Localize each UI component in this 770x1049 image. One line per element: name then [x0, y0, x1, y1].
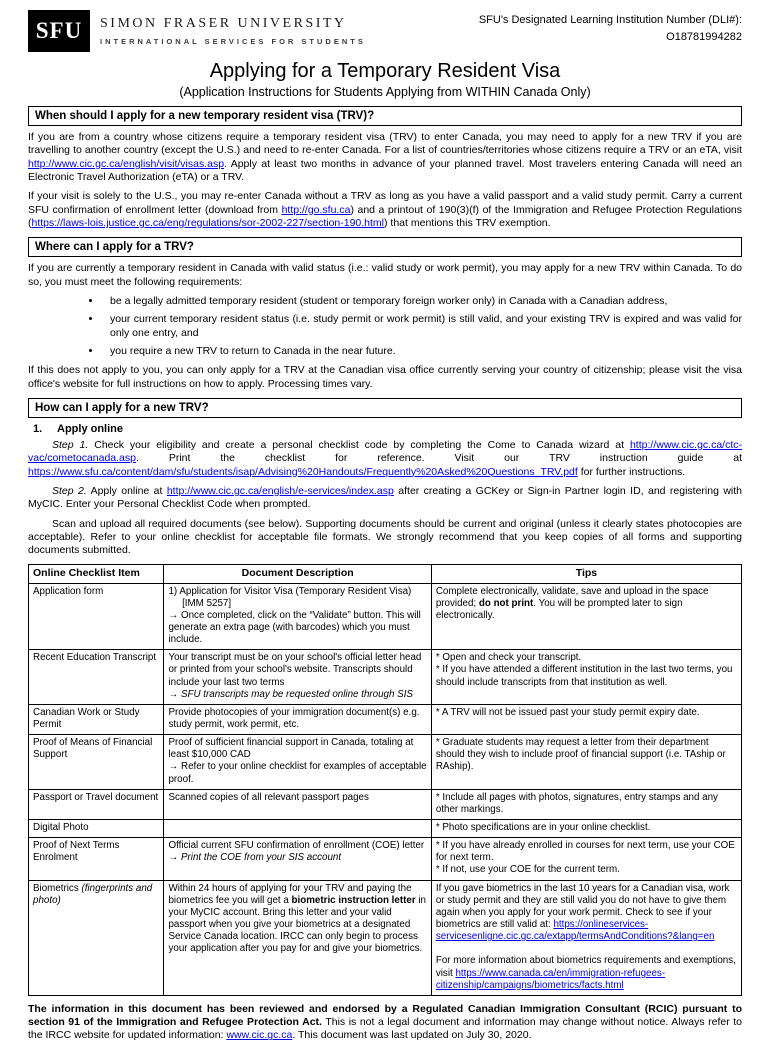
table-cell	[164, 704, 431, 734]
text-run: Canadian Work or Study Permit	[33, 706, 140, 730]
requirement-item: • be a legally admitted temporary resident (student or temporary foreign worker only) in Canada with a Canadian address,	[102, 295, 742, 308]
text-run: Recent Education Transcript	[33, 652, 157, 664]
table-cell	[431, 735, 741, 790]
checklist-table	[28, 564, 742, 996]
table-row	[29, 735, 742, 790]
table-cell	[164, 838, 431, 880]
table-cell	[431, 583, 741, 650]
table-cell	[29, 583, 164, 650]
university-name: SIMON FRASER UNIVERSITY	[100, 16, 347, 31]
text-run: Proof of sufficient financial support in Canada, totaling at least $10,000 CAD	[168, 737, 414, 761]
dli-label: SFU's Designated Learning Institution Number (DLI#):	[478, 14, 742, 26]
text-run: * Graduate students may request a letter from their department should they wish to include proof of financial support (i.e. TAship or RAship).	[435, 737, 726, 773]
footer-note	[28, 1003, 742, 1043]
link[interactable]: http://www.cic.gc.ca/ctc-vac/cometocanada.asp	[28, 438, 742, 465]
text-run: Scanned copies of all relevant passport pages	[168, 791, 369, 803]
dli-block	[479, 10, 742, 45]
text-run: * If you have already enrolled in courses for next term, use your COE for next term.	[435, 840, 735, 864]
link[interactable]: https://laws-lois.justice.gc.ca/eng/regulations/sor-2002-227/section-190.html	[31, 216, 385, 229]
link[interactable]: http://www.cic.gc.ca/english/visit/visas.asp	[28, 157, 225, 170]
text-run: . You will be prompted later to sign electronically.	[435, 597, 683, 621]
table-cell	[164, 819, 431, 837]
table-cell	[164, 735, 431, 790]
text-run: * Photo specifications are in your online checklist.	[435, 821, 651, 833]
text-run: in your MyCIC account. Bring this letter and your valid passport when you give your biometrics at a designated Service Canada location. IRCC can only begin to process your application after you pay for and give your biometrics.	[168, 894, 427, 955]
item-number: 1.	[33, 422, 43, 435]
column-header: Online Checklist Item	[29, 564, 164, 583]
numbered-item-apply-online	[33, 423, 742, 435]
table-cell	[164, 880, 431, 995]
section-heading-where: Where can I apply for a TRV?	[28, 237, 742, 257]
table-row	[29, 819, 742, 837]
link[interactable]: http://www.cic.gc.ca/english/e-services/index.asp	[166, 484, 394, 497]
text-run: Provide photocopies of your immigration document(s) e.g. study permit, work permit, etc.	[168, 706, 420, 730]
table-row	[29, 838, 742, 880]
table-cell	[29, 650, 164, 705]
text-run: Within 24 hours of applying for your TRV and paying the biometrics fee you will get a	[168, 882, 412, 906]
table-cell	[431, 704, 741, 734]
link[interactable]: https://onlineservices-servicesenligne.cic.gc.ca/extapp/termsAndConditions?&lang=en	[435, 918, 715, 943]
table-cell	[29, 819, 164, 837]
text-run: (fingerprints and photo)	[33, 882, 153, 906]
text-run: Passport or Travel document	[33, 791, 159, 803]
table-row	[29, 880, 742, 995]
text-run: If you are currently a temporary resident in Canada with valid status (i.e.: valid study or work permit), you may apply for a new TRV within Canada. To do so, you must meet the following requirements:	[28, 262, 742, 288]
text-run: If this does not apply to you, you can only apply for a TRV at the Canadian visa office currently serving your country of citizenship; please visit the visa office's website for full instructions on how to apply. Processing times vary.	[28, 364, 742, 390]
dli-number: O18781994282	[666, 30, 742, 43]
table-header-row	[29, 564, 742, 583]
text-run: If you gave biometrics in the last 10 years for a Canadian visa, work or study permit and they are still valid you do not have to give them again when you apply for your work permit. Check to see if your biometrics are still valid at:	[435, 882, 730, 930]
text-run: Check your eligibility and create a personal checklist code by completing the Come to Canada wizard at	[88, 438, 630, 451]
table-cell	[164, 789, 431, 819]
text-run: * Include all pages with photos, signatures, entry stamps and any other markings.	[435, 791, 718, 815]
text-run: Official current SFU confirmation of enrollment (COE) letter	[168, 840, 425, 852]
table-row	[29, 704, 742, 734]
text-run: Proof of Means of Financial Support	[33, 737, 153, 761]
page-header	[28, 10, 742, 52]
text-run: * If you have attended a different institution in the last two terms, you should include transcripts from that institution as well.	[435, 664, 733, 688]
requirements-list	[28, 295, 742, 358]
text-run: Scan and upload all required documents (see below). Supporting documents should be current and original (unless it clearly states photocopies are acceptable). Refer to your online checklist for acceptable file formats. We strongly recommend that you keep copies of all forms and supporting documents submitted.	[28, 517, 742, 557]
paragraph-when-2	[28, 190, 742, 230]
table-cell	[164, 650, 431, 705]
text-run: biometric instruction letter	[291, 894, 416, 906]
text-run: For more information about biometrics requirements and exemptions, visit	[435, 955, 736, 979]
text-run: for further instructions.	[577, 465, 686, 478]
table-cell	[431, 819, 741, 837]
text-run: → SFU transcripts may be requested online through SIS	[168, 688, 413, 700]
text-run: ) that mentions this TRV exemption.	[384, 216, 551, 229]
text-run: Application form	[33, 585, 104, 597]
paragraph-where-intro	[28, 262, 742, 289]
brand-text	[100, 16, 366, 46]
text-run: Step 2.	[52, 484, 87, 497]
table-cell	[431, 789, 741, 819]
column-header: Document Description	[164, 564, 431, 583]
requirement-item: • you require a new TRV to return to Canada in the near future.	[102, 345, 742, 358]
text-run: . This document was last updated on July 30, 2020.	[292, 1029, 532, 1042]
text-run: * A TRV will not be issued past your study permit expiry date.	[435, 706, 700, 718]
text-run: after creating a GCKey or Sign-in Partner login ID, and registering with MyCIC. Enter your Personal Checklist Code when prompted.	[28, 484, 743, 511]
checklist-table-body	[29, 583, 742, 995]
link[interactable]: http://go.sfu.ca	[281, 203, 351, 216]
table-cell	[164, 583, 431, 650]
table-cell	[431, 880, 741, 995]
table-row	[29, 789, 742, 819]
paragraph-scan-upload	[28, 518, 742, 558]
table-cell	[431, 838, 741, 880]
text-run: Your transcript must be on your school's official letter head or printed from your school's website. Transcripts should include your last two terms	[168, 652, 422, 688]
table-cell	[29, 789, 164, 819]
text-run: → Refer to your online checklist for examples of acceptable proof.	[168, 761, 427, 785]
text-run: * Open and check your transcript.	[435, 652, 582, 664]
text-run: 1) Application for Visitor Visa (Temporary Resident Visa)	[168, 585, 412, 597]
requirement-item: • your current temporary resident status (i.e. study permit or work permit) is still valid, and your existing TRV is expired and was valid for only one entry, and	[102, 313, 742, 340]
table-row	[29, 583, 742, 650]
text-run: . Print the checklist for reference. Visit our TRV instruction guide at	[135, 452, 742, 465]
text-run: Biometrics	[33, 882, 82, 894]
table-cell	[431, 650, 741, 705]
text-run: Digital Photo	[33, 821, 89, 833]
brand-block	[28, 10, 366, 52]
text-run: . Apply at least two months in advance of your planned travel. Most travelers entering Canada will need an Electronic Travel Authorization (eTA) or a TRV.	[28, 157, 742, 183]
text-run: Proof of Next Terms Enrolment	[33, 840, 120, 864]
text-run: [IMM 5257]	[168, 597, 232, 609]
text-run: Apply online at	[86, 484, 167, 497]
text-run: Complete electronically, validate, save and upload in the space provided;	[435, 585, 709, 609]
section-heading-how: How can I apply for a new TRV?	[28, 398, 742, 418]
table-cell	[29, 838, 164, 880]
table-cell	[29, 880, 164, 995]
text-run: → Once completed, click on the “Validate” button. This will generate an extra page (with barcodes) which you must include.	[168, 609, 421, 646]
column-header: Tips	[431, 564, 741, 583]
paragraph-step-1	[28, 439, 742, 479]
section-heading-when: When should I apply for a new temporary resident visa (TRV)?	[28, 106, 742, 126]
table-cell	[29, 704, 164, 734]
text-run: If your visit is solely to the U.S., you may re-enter Canada without a TRV as long as you have a valid passport and a valid study permit. Carry a current SFU confirmation of enrollment letter (download from	[28, 190, 742, 216]
text-run: Step 1.	[52, 438, 89, 451]
page-title: Applying for a Temporary Resident Visa	[209, 60, 561, 82]
text-run: do not print	[478, 597, 534, 609]
link[interactable]: https://www.sfu.ca/content/dam/sfu/students/isap/Advising%20Handouts/Frequently%20Asked%20Questions_TRV.pdf	[28, 465, 578, 478]
paragraph-when-1	[28, 131, 742, 184]
page-subtitle: (Application Instructions for Students Applying from WITHIN Canada Only)	[179, 85, 591, 99]
link[interactable]: www.cic.gc.ca	[226, 1029, 293, 1042]
link[interactable]: https://www.canada.ca/en/immigration-refugees-citizenship/campaigns/biometrics/facts.html	[435, 967, 666, 991]
paragraph-where-outro	[28, 364, 742, 391]
text-run: * If not, use your COE for the current term.	[435, 864, 620, 876]
table-row	[29, 650, 742, 705]
text-run: This is not a legal document and information may change without notice. Always refer to the IRCC website for updated information:	[28, 1016, 742, 1042]
paragraph-step-2	[28, 485, 742, 512]
text-run: → Print the COE from your SIS account	[168, 852, 342, 864]
table-cell	[29, 735, 164, 790]
sfu-logo: SFU	[28, 10, 90, 52]
department-name: INTERNATIONAL SERVICES FOR STUDENTS	[100, 37, 366, 46]
text-run: ) and a printout of 190(3)(f) of the Immigration and Refugee Protection Regulations (	[28, 203, 742, 229]
text-run: The information in this document has been reviewed and endorsed by a Regulated Canadian Immigration Consultant (RCIC) pursuant to section 91 of the Immigration and Refugee Protection Act.	[28, 1002, 742, 1029]
item-title: Apply online	[57, 422, 123, 435]
text-run: If you are from a country whose citizens require a temporary resident visa (TRV) to enter Canada, you may need to apply for a new TRV if you are travelling to another country (except the U.S.) and need to re-enter Canada. For a list of countries/territories whose citizens require a TRV or an eTA, visit	[28, 131, 742, 157]
